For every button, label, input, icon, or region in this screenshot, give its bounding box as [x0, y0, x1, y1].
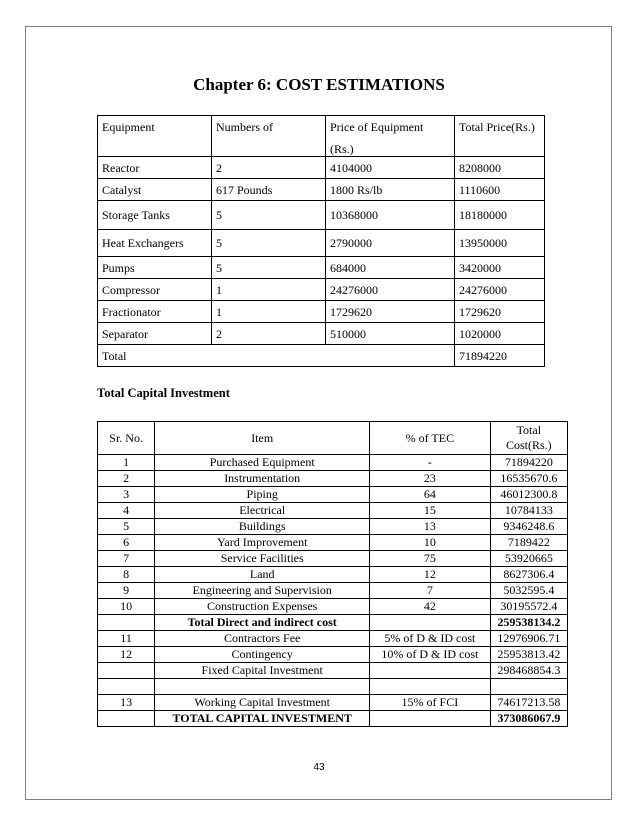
table-cell: Contingency [155, 647, 370, 663]
fci-row [98, 663, 568, 679]
header-cell [326, 116, 455, 157]
header-cell [490, 422, 567, 455]
table-cell: 1729620 [326, 301, 455, 323]
table-cell: Piping [155, 487, 370, 503]
table-cell: Separator [98, 323, 212, 345]
table-cell: 10784133 [490, 503, 567, 519]
table-cell: 53920665 [490, 551, 567, 567]
header-cell: % of TEC [370, 422, 491, 455]
table-cell: 7189422 [490, 535, 567, 551]
table-cell: Reactor [98, 157, 212, 179]
table-cell: 42 [370, 599, 491, 615]
table-cell [370, 679, 491, 695]
header-cell: Sr. No. [98, 422, 155, 455]
table-row [98, 257, 545, 279]
table-cell: 1020000 [455, 323, 545, 345]
grand-total-label: TOTAL CAPITAL INVESTMENT [155, 711, 370, 727]
table-cell: Pumps [98, 257, 212, 279]
table-cell: Purchased Equipment [155, 455, 370, 471]
table-row [98, 279, 545, 301]
header-line: (Rs.) [330, 142, 354, 156]
table-cell: Land [155, 567, 370, 583]
table-cell: 7 [98, 551, 155, 567]
table-row [98, 551, 568, 567]
header-cell: Numbers of [212, 116, 326, 157]
table-cell: 2790000 [326, 230, 455, 257]
table-row [98, 455, 568, 471]
page-number: 43 [313, 762, 325, 773]
table-cell: 4104000 [326, 157, 455, 179]
table-cell: 23 [370, 471, 491, 487]
table-cell: 5% of D & ID cost [370, 631, 491, 647]
table-cell [155, 679, 370, 695]
table-cell: Service Facilities [155, 551, 370, 567]
table-cell: 7 [370, 583, 491, 599]
table-cell [98, 615, 155, 631]
table-cell: 75 [370, 551, 491, 567]
table-cell: 18180000 [455, 201, 545, 230]
table-cell: 8 [98, 567, 155, 583]
table-cell: 5 [212, 201, 326, 230]
table-cell: 24276000 [326, 279, 455, 301]
table-cell: 15% of FCI [370, 695, 491, 711]
grand-total-value: 373086067.9 [490, 711, 567, 727]
table-cell: 8208000 [455, 157, 545, 179]
table-row [98, 157, 545, 179]
table-cell: 16535670.6 [490, 471, 567, 487]
table-row [98, 201, 545, 230]
header-cell: Item [155, 422, 370, 455]
capital-investment-table [97, 421, 568, 727]
table-row [98, 230, 545, 257]
table-cell: Working Capital Investment [155, 695, 370, 711]
table-row [98, 567, 568, 583]
table-cell: 3420000 [455, 257, 545, 279]
table-cell: Catalyst [98, 179, 212, 201]
table-row [98, 471, 568, 487]
table-cell: 5 [212, 230, 326, 257]
table-cell: 10368000 [326, 201, 455, 230]
table-cell: 8627306.4 [490, 567, 567, 583]
table-cell: Instrumentation [155, 471, 370, 487]
total-row [98, 345, 545, 367]
header-cell: Equipment [98, 116, 212, 157]
table-cell: 9346248.6 [490, 519, 567, 535]
table-cell: 13 [370, 519, 491, 535]
table-cell: 11 [98, 631, 155, 647]
subtotal-row [98, 615, 568, 631]
table-cell: Engineering and Supervision [155, 583, 370, 599]
table-row [98, 535, 568, 551]
table-header-row [98, 116, 545, 157]
table-cell: 5032595.4 [490, 583, 567, 599]
table-cell: 4 [98, 503, 155, 519]
table-row [98, 599, 568, 615]
table-cell: 2 [212, 323, 326, 345]
table-cell: 1110600 [455, 179, 545, 201]
table-header-row [98, 422, 568, 455]
table-cell: 10% of D & ID cost [370, 647, 491, 663]
table-row [98, 695, 568, 711]
table-cell: Contractors Fee [155, 631, 370, 647]
table-cell [370, 615, 491, 631]
table-cell [98, 679, 155, 695]
table-cell: 24276000 [455, 279, 545, 301]
header-line: Total [516, 423, 542, 437]
table-row [98, 323, 545, 345]
table-cell [490, 679, 567, 695]
header-cell: Total Price(Rs.) [455, 116, 545, 157]
table-cell: Heat Exchangers [98, 230, 212, 257]
table-cell [370, 663, 491, 679]
table-row [98, 487, 568, 503]
grand-total-row [98, 711, 568, 727]
table-cell: 10 [98, 599, 155, 615]
table-cell: 2 [98, 471, 155, 487]
table-cell [98, 663, 155, 679]
table-cell: 617 Pounds [212, 179, 326, 201]
table-cell [370, 711, 491, 727]
subtotal-label: Total Direct and indirect cost [155, 615, 370, 631]
table-cell: 1 [212, 301, 326, 323]
table-row [98, 301, 545, 323]
table-cell: Fractionator [98, 301, 212, 323]
table-row [98, 583, 568, 599]
header-line: Price of Equipment [330, 120, 424, 134]
table-cell: 74617213.58 [490, 695, 567, 711]
page-title: Chapter 6: COST ESTIMATIONS [193, 75, 445, 94]
table-cell: - [370, 455, 491, 471]
table-row [98, 179, 545, 201]
table-cell: 1 [98, 455, 155, 471]
table-row [98, 519, 568, 535]
table-cell: 1800 Rs/lb [326, 179, 455, 201]
table-cell: 1729620 [455, 301, 545, 323]
table-cell: 13950000 [455, 230, 545, 257]
equipment-cost-table [97, 115, 545, 367]
empty-row [98, 679, 568, 695]
table-cell: 684000 [326, 257, 455, 279]
table-cell: Buildings [155, 519, 370, 535]
table-cell: 12 [98, 647, 155, 663]
table-cell: 64 [370, 487, 491, 503]
table-cell: 5 [98, 519, 155, 535]
table-cell: 5 [212, 257, 326, 279]
table-cell: Compressor [98, 279, 212, 301]
table-cell: 10 [370, 535, 491, 551]
table-cell: 25953813.42 [490, 647, 567, 663]
table-cell: 30195572.4 [490, 599, 567, 615]
total-value: 71894220 [455, 345, 545, 367]
table-cell: Electrical [155, 503, 370, 519]
table-cell: 13 [98, 695, 155, 711]
table-row [98, 503, 568, 519]
table-cell: 12976906.71 [490, 631, 567, 647]
section-title: Total Capital Investment [97, 386, 230, 400]
table-cell: 1 [212, 279, 326, 301]
fci-value: 298468854.3 [490, 663, 567, 679]
table-cell: 2 [212, 157, 326, 179]
table-row [98, 631, 568, 647]
table-cell: 3 [98, 487, 155, 503]
table-cell: 71894220 [490, 455, 567, 471]
table-cell: 15 [370, 503, 491, 519]
total-label: Total [98, 345, 455, 367]
table-cell: 46012300.8 [490, 487, 567, 503]
table-cell [98, 711, 155, 727]
table-cell: 9 [98, 583, 155, 599]
table-cell: 510000 [326, 323, 455, 345]
table-cell: 6 [98, 535, 155, 551]
header-line: Cost(Rs.) [505, 438, 552, 452]
fci-label: Fixed Capital Investment [155, 663, 370, 679]
table-cell: Storage Tanks [98, 201, 212, 230]
table-cell: Construction Expenses [155, 599, 370, 615]
subtotal-value: 259538134.2 [490, 615, 567, 631]
table-cell: Yard Improvement [155, 535, 370, 551]
table-row [98, 647, 568, 663]
table-cell: 12 [370, 567, 491, 583]
